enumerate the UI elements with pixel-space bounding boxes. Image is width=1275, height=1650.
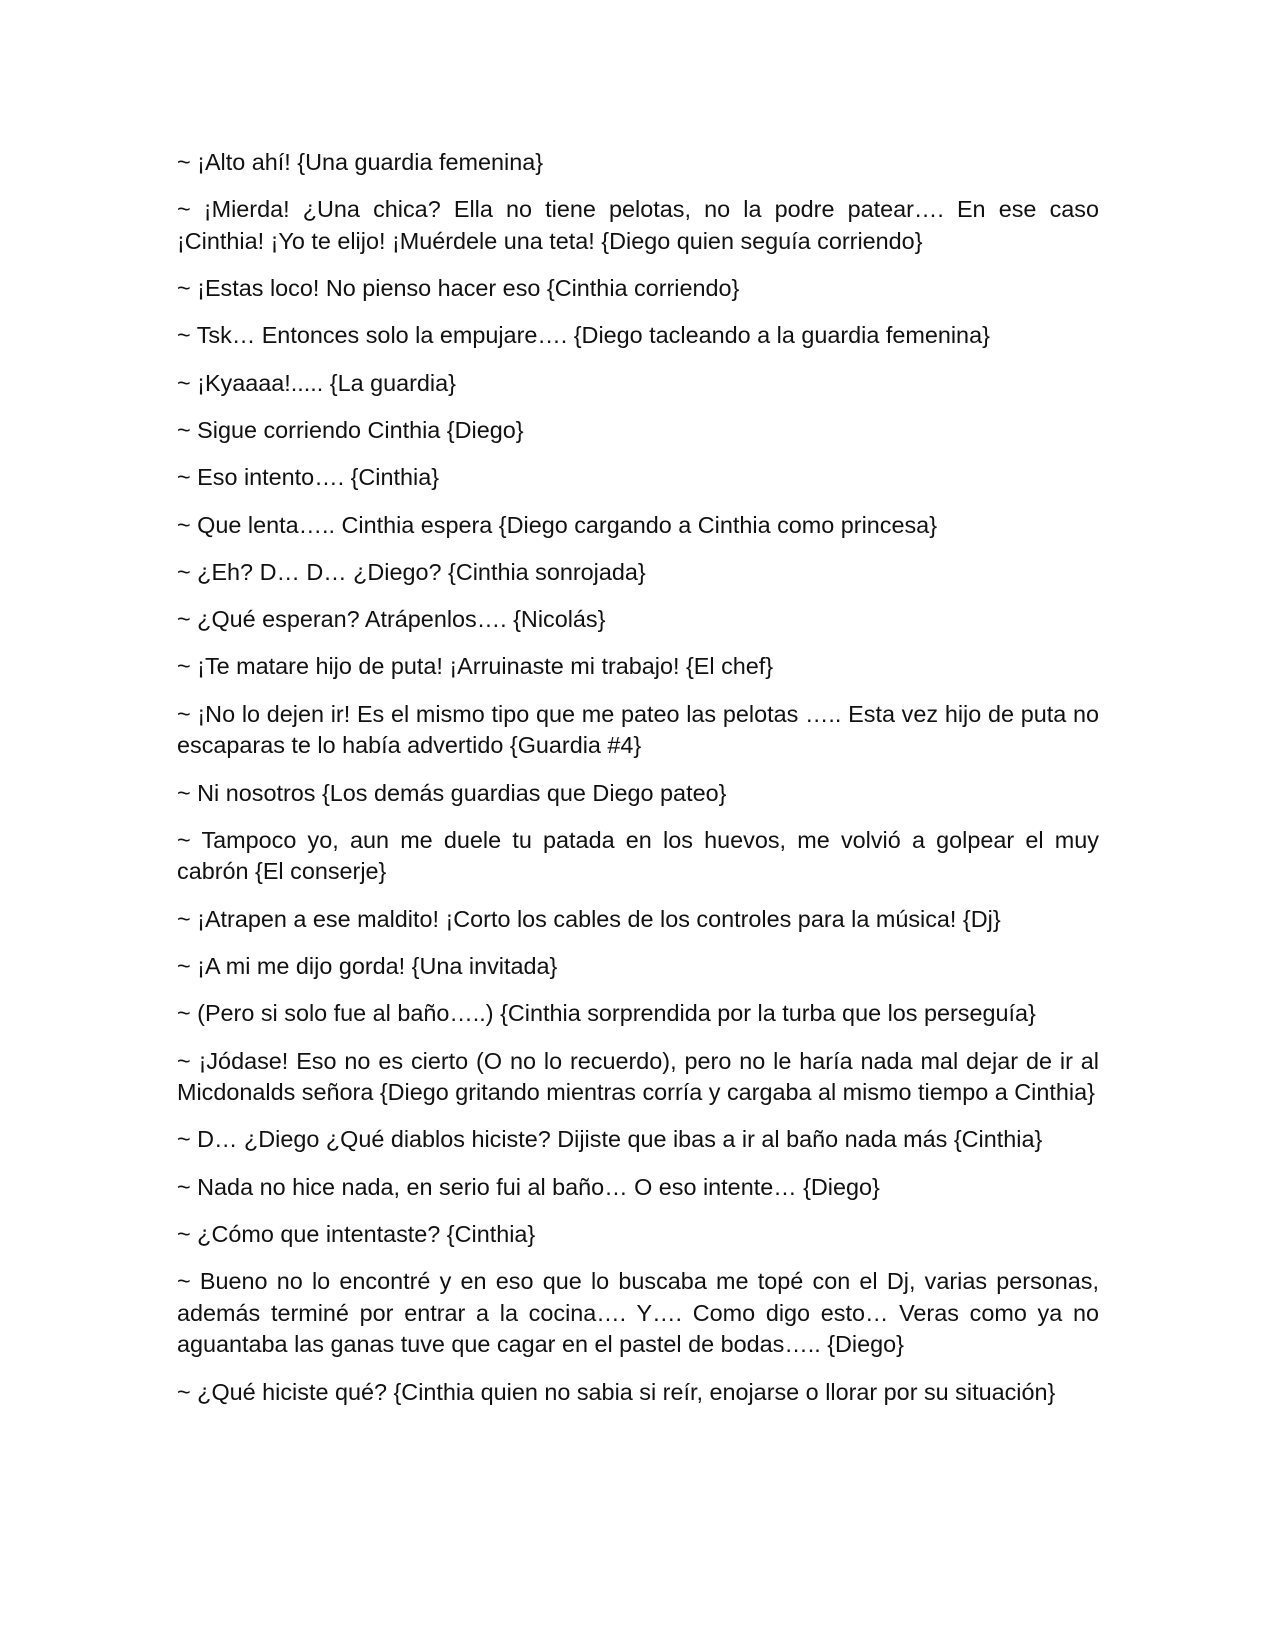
dialogue-line: ~ Tsk… Entonces solo la empujare…. {Diego tacleando a la guardia femenina} — [177, 322, 990, 349]
dialogue-line: ~ ¿Qué esperan? Atrápenlos…. {Nicolás} — [177, 606, 606, 633]
dialogue-line: ~ Sigue corriendo Cinthia {Diego} — [177, 417, 524, 443]
dialogue-line: ~ ¡A mi me dijo gorda! {Una invitada} — [177, 953, 558, 979]
dialogue-line: ~ Nada no hice nada, en serio fui al baño… O eso intente… {Diego} — [177, 1173, 880, 1200]
dialogue-line: ~ (Pero si solo fue al baño…..) {Cinthia sorprendida por la turba que los perseguía} — [177, 1000, 1036, 1027]
dialogue-line: ~ ¡Te matare hijo de puta! ¡Arruinaste mi trabajo! {El chef} — [177, 653, 774, 680]
dialogue-line: ~ D… ¿Diego ¿Qué diablos hiciste? Dijiste que ibas a ir al baño nada más {Cinthia} — [177, 1126, 1043, 1153]
dialogue-line: ~ ¡Kyaaaa!..... {La guardia} — [177, 369, 456, 396]
dialogue-line: ~ ¡No lo dejen ir! Es el mismo tipo que me pateo las pelotas ….. Esta vez hijo de puta no escaparas te lo había advertido {Guardia #4} — [177, 700, 1099, 759]
dialogue-line: ~ Que lenta….. Cinthia espera {Diego cargando a Cinthia como princesa} — [177, 511, 938, 538]
dialogue-line: ~ ¿Eh? D… D… ¿Diego? {Cinthia sonrojada} — [177, 558, 646, 585]
dialogue-line: ~ ¿Cómo que intentaste? {Cinthia} — [177, 1221, 536, 1247]
document-body — [177, 147, 1099, 1424]
dialogue-line: ~ ¡Alto ahí! {Una guardia femenina} — [177, 149, 544, 175]
dialogue-line: ~ Tampoco yo, aun me duele tu patada en los huevos, me volvió a golpear el muy cabrón {El conserje} — [177, 826, 1099, 885]
dialogue-line: ~ Bueno no lo encontré y en eso que lo buscaba me topé con el Dj, varias personas, además terminé por entrar a la cocina…. Y…. Como digo esto… Veras como ya no aguantaba las ganas tuve que cagar en el pastel de bodas….. {Diego} — [177, 1268, 1099, 1358]
dialogue-line: ~ ¡Mierda! ¿Una chica? Ella no tiene pelotas, no la podre patear…. En ese caso ¡Cinthia! ¡Yo te elijo! ¡Muérdele una teta! {Diego quien seguía corriendo} — [177, 196, 1099, 254]
dialogue-line: ~ ¡Estas loco! No pienso hacer eso {Cinthia corriendo} — [177, 275, 740, 302]
dialogue-line: ~ ¡Atrapen a ese maldito! ¡Corto los cables de los controles para la música! {Dj} — [177, 905, 1001, 932]
dialogue-line: ~ ¡Jódase! Eso no es cierto (O no lo recuerdo), pero no le haría nada mal dejar de ir al Micdonalds señora {Diego gritando mientras corría y cargaba al mismo tiempo a Cinthia} — [177, 1047, 1099, 1106]
dialogue-line: ~ Ni nosotros {Los demás guardias que Diego pateo} — [177, 779, 727, 806]
dialogue-line: ~ ¿Qué hiciste qué? {Cinthia quien no sabia si reír, enojarse o llorar por su situación} — [177, 1378, 1056, 1405]
dialogue-line: ~ Eso intento…. {Cinthia} — [177, 464, 440, 491]
